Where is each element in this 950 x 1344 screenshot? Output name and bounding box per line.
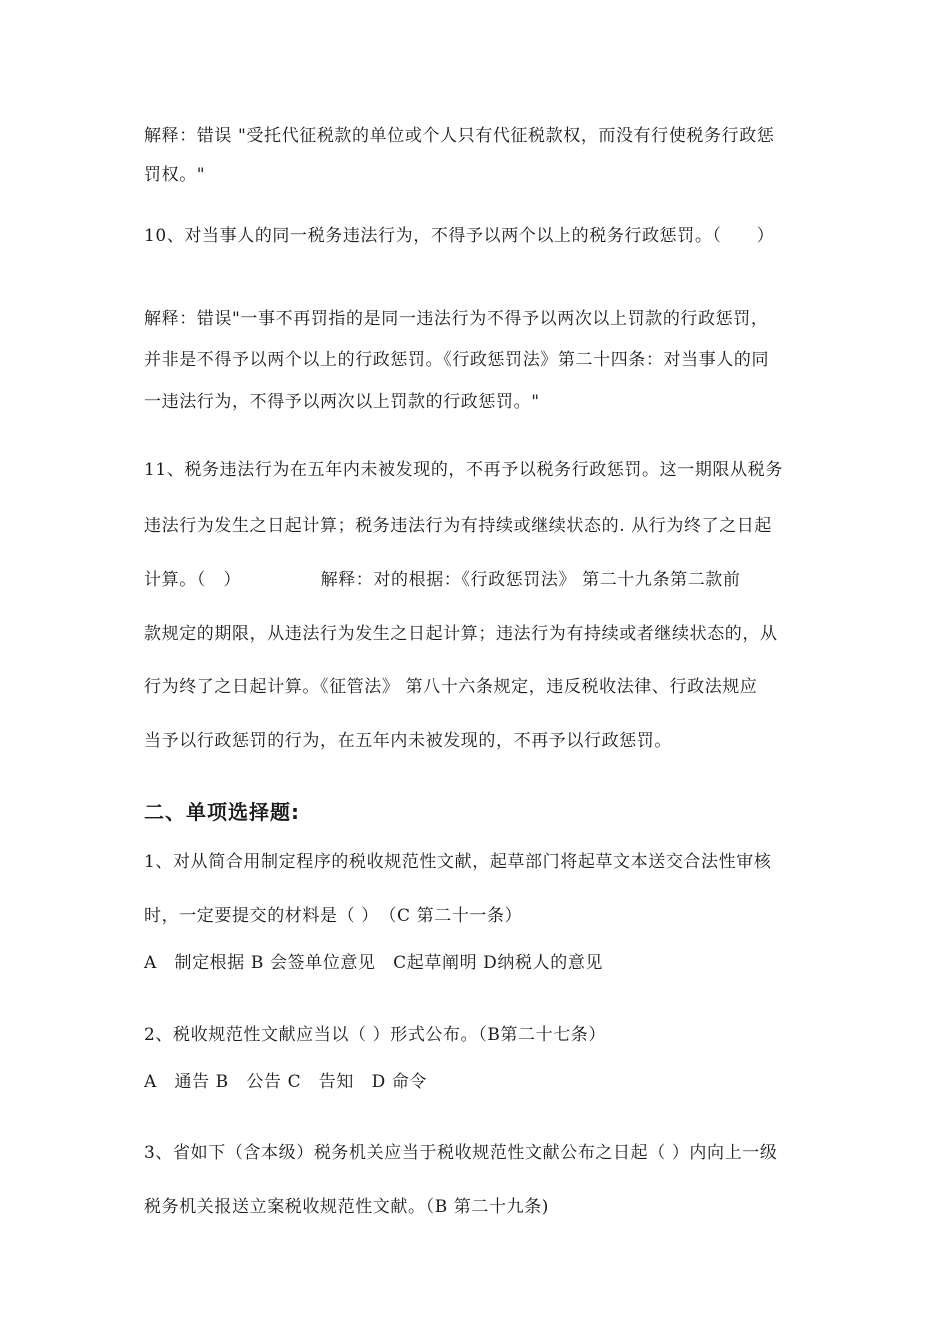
question-11-line-1: 11、税务违法行为在五年内未被发现的，不再予以税务行政惩罚。这一期限从税务 <box>144 460 783 480</box>
question-11-line-5: 行为终了之日起计算。《征管法》 第八十六条规定，违反税收法律、行政法规应 <box>144 677 758 697</box>
choice-question-1-line-2: 时，一定要提交的材料是（ ） （C 第二十一条） <box>144 906 523 926</box>
question-10: 10、对当事人的同一税务违法行为，不得予以两个以上的税务行政惩罚。（ ） <box>144 226 775 246</box>
q10-explanation-line-3: 一违法行为，不得予以两次以上罚款的行政惩罚。" <box>144 392 540 412</box>
choice-question-3-line-2: 税务机关报送立案税收规范性文献。（B 第二十九条) <box>144 1197 550 1217</box>
q10-explanation-line-1: 解释：错误"一事不再罚指的是同一违法行为不得予以两次以上罚款的行政惩罚， <box>144 309 769 329</box>
question-11-line-2: 违法行为发生之日起计算；税务违法行为有持续或继续状态的. 从行为终了之日起 <box>144 516 773 536</box>
choice-question-1-options: A 制定根据 B 会签单位意见 C起草阐明 D纳税人的意见 <box>144 953 604 973</box>
choice-question-2-options: A 通告 B 公告 C 告知 D 命令 <box>144 1072 428 1092</box>
q9-explanation-line-1: 解释：错误 "受托代征税款的单位或个人只有代征税款权，而没有行使税务行政惩 <box>144 126 775 146</box>
section-heading: 二、单项选择题: <box>144 800 300 824</box>
choice-question-1-line-1: 1、对从简合用制定程序的税收规范性文献，起草部门将起草文本送交合法性审核 <box>144 852 772 872</box>
q10-explanation-line-2: 并非是不得予以两个以上的行政惩罚。《行政惩罚法》第二十四条：对当事人的同 <box>144 350 770 370</box>
choice-question-2: 2、税收规范性文献应当以（ ）形式公布。（B第二十七条） <box>144 1025 607 1045</box>
question-11-line-3: 计算。（ ） 解释：对的根据：《行政惩罚法》 第二十九条第二款前 <box>144 570 741 590</box>
question-11-line-4: 款规定的期限，从违法行为发生之日起计算；违法行为有持续或者继续状态的，从 <box>144 624 778 644</box>
q9-explanation-line-2: 罚权。" <box>144 165 206 185</box>
question-11-line-6: 当予以行政惩罚的行为，在五年内未被发现的，不再予以行政惩罚。 <box>144 731 672 751</box>
choice-question-3-line-1: 3、省如下（含本级）税务机关应当于税收规范性文献公布之日起（ ）内向上一级 <box>144 1143 778 1163</box>
